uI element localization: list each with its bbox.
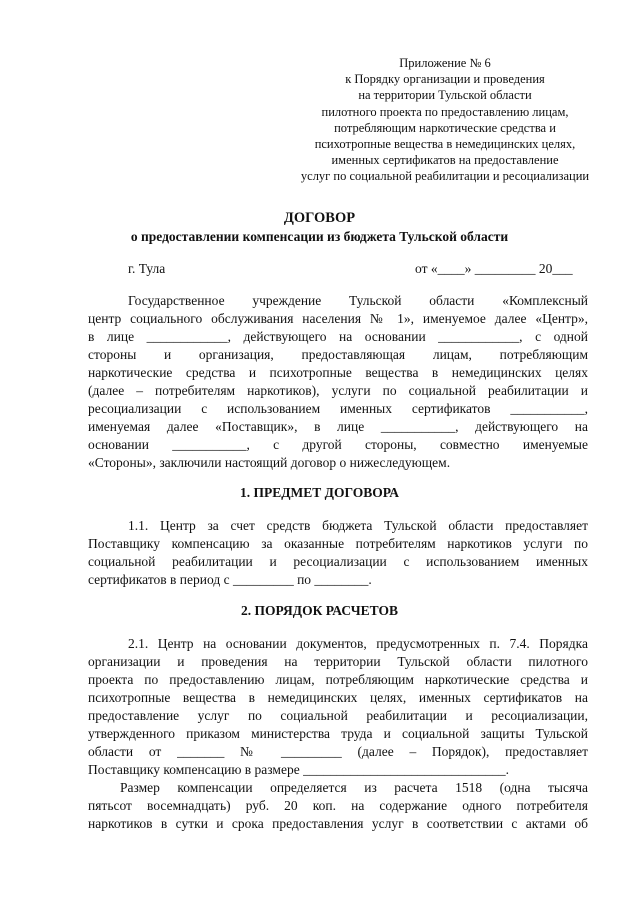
appendix-line: именных сертификатов на предоставление [331,153,559,168]
place-of-signing: г. Тула [128,261,166,276]
preamble-line: (далее – потребителям наркотиков), услуги по социальной реабилитации и [88,383,588,398]
section-2-line: Размер компенсации определяется из расчета 1518 (одна тысяча [120,780,588,795]
section-1-line: социальной реабилитации и ресоциализации с использованием именных [88,554,588,569]
appendix-line: психотропные вещества в немедицинских целях, [314,137,576,152]
appendix-line: к Порядку организации и проведения [345,72,545,87]
appendix-block [280,55,610,185]
section-1-line: 1.1. Центр за счет средств бюджета Тульской области предоставляет [128,518,588,533]
document-title: ДОГОВОР [283,210,356,226]
appendix-line: на территории Тульской области [358,88,532,103]
section-2-line: предоставление услуг по социальной реабилитации и ресоциализации, [88,708,588,723]
section-2-line: проекта по предоставлению лицам, потребляющим наркотические средства и [88,672,588,687]
preamble-line: стороны и организация, предоставляющая лицам, потребляющим [88,347,588,362]
appendix-line: Приложение № 6 [399,56,491,70]
section-2-line: 2.1. Центр на основании документов, предусмотренных п. 7.4. Порядка [128,636,588,651]
section-2-line: Поставщику компенсацию в размере ______________________________. [88,762,509,777]
section-1-line: Поставщику компенсацию за оказанные потребителям наркотиков услуги по [88,536,588,551]
preamble-line: «Стороны», заключили настоящий договор о нижеследующем. [88,455,451,470]
preamble-paragraph [88,292,588,472]
section-2-heading: 2. ПОРЯДОК РАСЧЕТОВ [240,603,399,618]
section-1-line: сертификатов в период с _________ по ________. [88,572,372,587]
preamble-line: ресоциализации с использованием именных сертификатов ___________, [88,401,588,416]
preamble-line: наркотические средства и психотропные вещества в немедицинских целях [88,365,588,380]
section-2-line: пятьсот восемнадцать) руб. 20 коп. на содержание одного потребителя [88,798,588,813]
section-2-line: области от _______ № _________ (далее – Порядок), предоставляет [88,744,588,759]
preamble-line: центр социального обслуживания населения № 1», именуемое далее «Центр», [88,311,588,326]
section-2-line: наркотиков в сутки и срока предоставления услуг в соответствии с актами об [88,816,588,831]
section-2-line: психотропные вещества в немедицинских целях, именных сертификатов на [88,690,588,705]
preamble-line: Государственное учреждение Тульской области «Комплексный [128,293,588,308]
section-2-line: утвержденного приказом министерства труда и социальной защиты Тульской [88,726,588,741]
appendix-line: услуг по социальной реабилитации и ресоциализации [300,169,590,184]
section-1-heading: 1. ПРЕДМЕТ ДОГОВОРА [240,485,399,500]
preamble-line: основании ___________, с другой стороны, совместно именуемые [88,437,588,452]
document-subtitle: о предоставлении компенсации из бюджета Тульской области [130,229,509,244]
section-2-paragraph [88,635,588,833]
appendix-line: потребляющим наркотические средства и [334,120,556,135]
appendix-line: пилотного проекта по предоставлению лицам, [321,104,569,119]
preamble-line: именуемая далее «Поставщик», в лице ___________, действующего на [88,419,588,434]
contract-date-line: от «____» _________ 20___ [415,261,573,276]
preamble-line: в лице ____________, действующего на основании ____________, с одной [88,329,588,344]
section-1-paragraph [88,517,588,589]
section-2-line: организации и проведения на территории Тульской области пилотного [88,654,588,669]
